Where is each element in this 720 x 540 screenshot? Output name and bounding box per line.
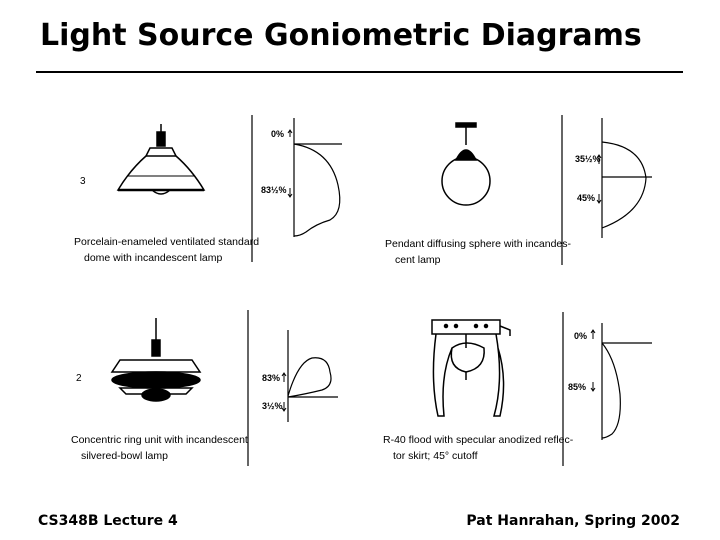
slide-title: Light Source Goniometric Diagrams <box>40 18 642 53</box>
caption-line-2: cent lamp <box>395 254 441 266</box>
caption-line-2: tor skirt; 45° cutoff <box>393 450 478 462</box>
label-upward: 0% <box>574 331 588 341</box>
footer-author: Pat Hanrahan, Spring 2002 <box>466 513 680 529</box>
label-downward: 45% <box>577 193 596 203</box>
caption-line-1: Concentric ring unit with incandescent <box>71 434 248 446</box>
caption <box>383 432 573 464</box>
label-upward: 83% <box>262 373 281 383</box>
footer-course: CS348B Lecture 4 <box>38 513 178 529</box>
caption-line-2: silvered-bowl lamp <box>81 450 168 462</box>
panel-number: 2 <box>76 373 82 384</box>
caption-line-2: dome with incandescent lamp <box>84 252 223 264</box>
panel-number: 3 <box>80 176 86 187</box>
caption-line-1: R-40 flood with specular anodized reflec- <box>383 434 574 446</box>
caption-line-1: Porcelain-enameled ventilated standard <box>74 236 260 248</box>
label-downward: 85% <box>568 382 587 392</box>
label-downward: 83½% <box>261 185 287 195</box>
label-upward: 35½% <box>575 154 601 164</box>
label-upward: 0% <box>271 129 285 139</box>
label-downward: 3½% <box>262 401 283 411</box>
flood-lamp-icon <box>432 320 510 416</box>
caption-line-1: Pendant diffusing sphere with incandes- <box>385 238 572 250</box>
